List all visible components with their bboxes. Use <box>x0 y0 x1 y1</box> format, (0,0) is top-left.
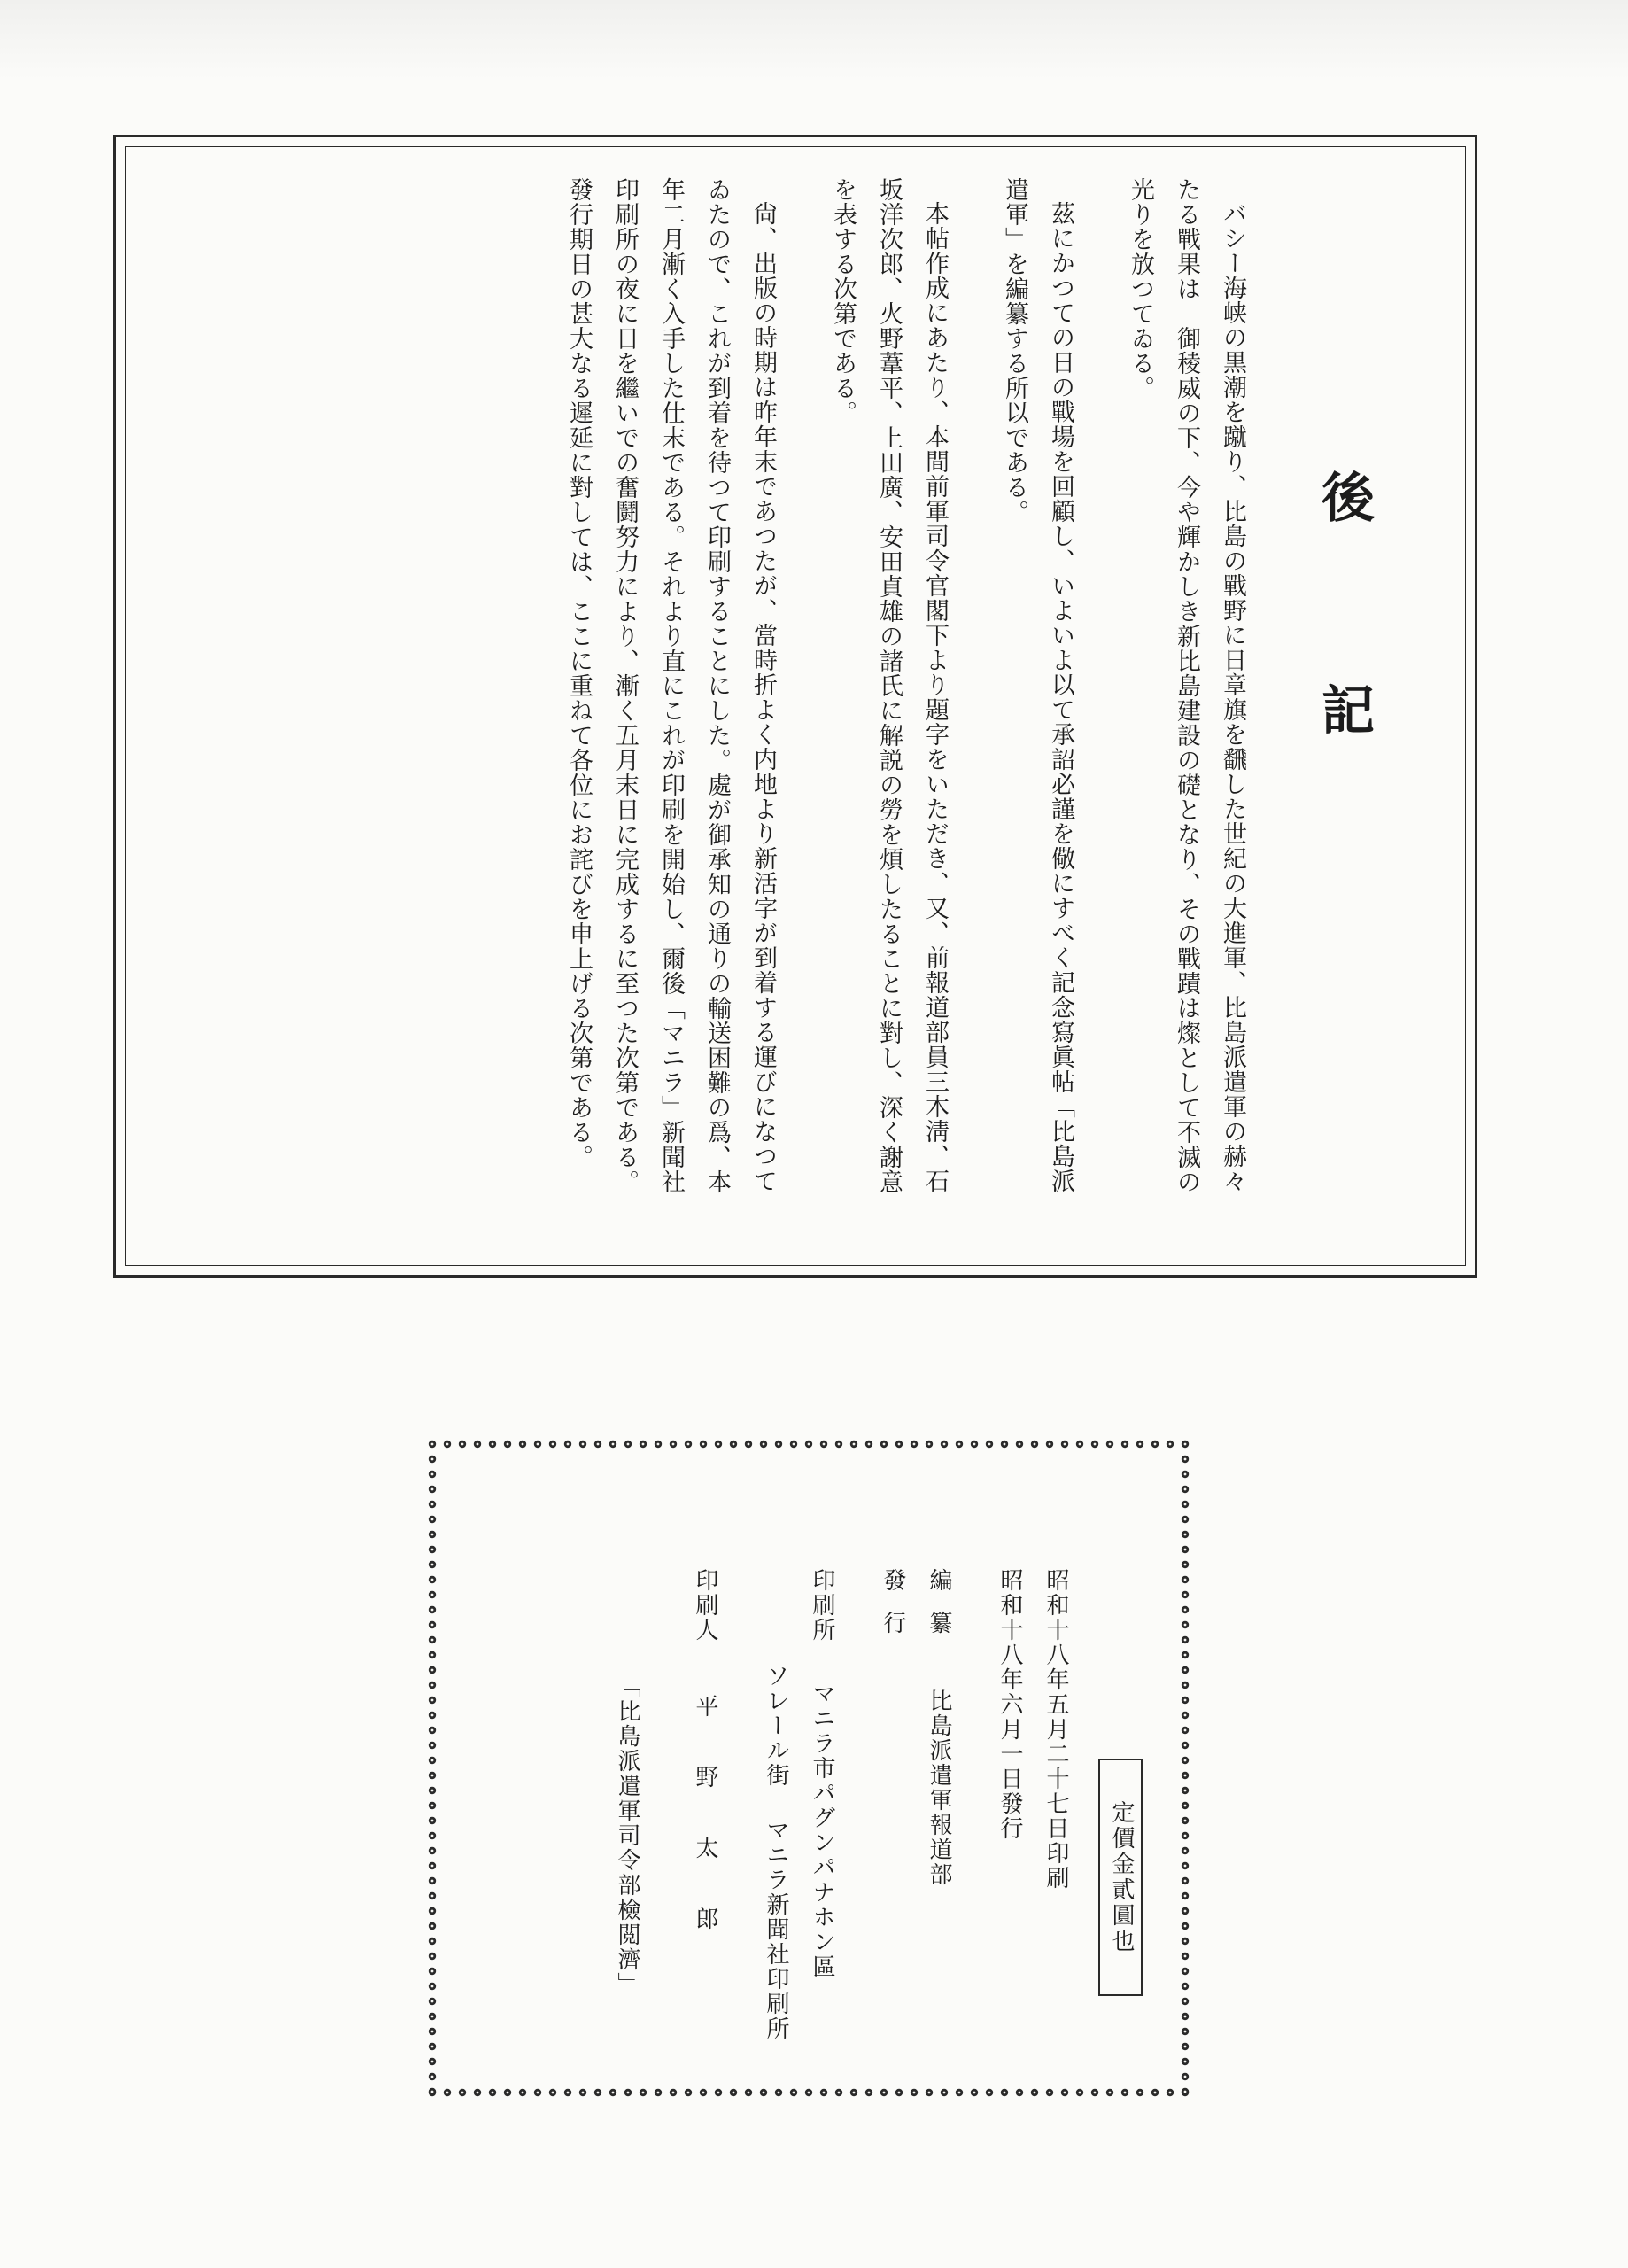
border-ornament <box>820 1441 827 1448</box>
border-ornament <box>474 1441 481 1448</box>
border-ornament <box>429 1938 436 1945</box>
border-ornament <box>865 1441 872 1448</box>
border-ornament <box>1182 1712 1189 1719</box>
border-ornament <box>700 2089 707 2096</box>
border-ornament <box>986 2089 993 2096</box>
border-ornament <box>1182 1456 1189 1463</box>
border-ornament <box>504 2089 511 2096</box>
border-ornament <box>1061 2089 1068 2096</box>
border-ornament <box>1182 1938 1189 1945</box>
border-ornament <box>1182 1892 1189 1899</box>
border-ornament <box>1001 1441 1008 1448</box>
border-ornament <box>805 1441 812 1448</box>
border-ornament <box>1001 2089 1008 2096</box>
border-ornament <box>1182 1953 1189 1960</box>
border-ornament <box>429 1727 436 1734</box>
border-ornament <box>1106 1441 1113 1448</box>
border-ornament <box>429 1486 436 1493</box>
border-ornament <box>1167 1441 1174 1448</box>
border-ornament <box>1182 1591 1189 1598</box>
border-ornament <box>549 2089 556 2096</box>
border-ornament <box>474 2089 481 2096</box>
border-ornament <box>1182 1471 1189 1478</box>
printer-name: 平 野 太 郎 <box>692 1694 718 1942</box>
border-ornament <box>519 1441 526 1448</box>
border-ornament <box>700 1441 707 1448</box>
border-ornament <box>429 1576 436 1583</box>
border-ornament <box>640 2089 647 2096</box>
border-ornament <box>790 1441 797 1448</box>
border-ornament <box>835 1441 842 1448</box>
border-ornament <box>609 2089 616 2096</box>
border-ornament <box>429 1697 436 1704</box>
border-ornament <box>1182 2043 1189 2050</box>
border-ornament <box>745 2089 752 2096</box>
border-ornament <box>1182 1441 1189 1448</box>
border-ornament <box>429 2073 436 2080</box>
border-ornament <box>730 2089 737 2096</box>
border-ornament <box>880 1441 888 1448</box>
border-ornament <box>429 2013 436 2020</box>
border-ornament <box>880 2089 888 2096</box>
border-ornament <box>429 1817 436 1824</box>
border-ornament <box>1016 1441 1023 1448</box>
border-ornament <box>429 2088 436 2095</box>
border-ornament <box>1182 2088 1189 2095</box>
border-ornament <box>895 1441 903 1448</box>
border-ornament <box>941 2089 948 2096</box>
border-ornament <box>1182 1742 1189 1749</box>
border-ornament <box>685 1441 692 1448</box>
border-ornament <box>429 2028 436 2035</box>
colophon-text <box>604 1568 1079 2064</box>
printing-office-address-1: マニラ市パグンパナホン區 <box>809 1682 835 1979</box>
border-ornament <box>971 1441 978 1448</box>
border-ornament <box>429 1651 436 1658</box>
afterword-paragraph-5: 發行期日の甚大なる遲延に對しては、ここに重ねて各位にお詫びを申上げる次第である。 <box>565 177 593 1169</box>
border-ornament <box>1182 2058 1189 2065</box>
border-ornament <box>1182 1922 1189 1930</box>
border-ornament <box>429 1606 436 1613</box>
border-ornament <box>1182 1862 1189 1869</box>
border-ornament <box>1182 1968 1189 1975</box>
border-ornament <box>429 1968 436 1975</box>
border-ornament <box>1091 2089 1098 2096</box>
border-ornament <box>1091 1441 1098 1448</box>
border-ornament <box>1182 1847 1189 1854</box>
border-ornament <box>911 2089 918 2096</box>
border-ornament <box>429 2058 436 2065</box>
border-ornament <box>429 1832 436 1839</box>
border-ornament <box>956 1441 963 1448</box>
border-ornament <box>429 1561 436 1568</box>
censorship-note: 「比島派遣軍司令部檢閲濟」 <box>614 1674 640 1997</box>
border-ornament <box>1121 2089 1128 2096</box>
border-ornament <box>1182 1666 1189 1674</box>
border-ornament <box>655 2089 662 2096</box>
printing-office-address-2: ソレール街 <box>763 1664 789 1788</box>
printing-office-label: 印刷所 <box>809 1568 835 1643</box>
border-ornament <box>1182 1787 1189 1794</box>
border-ornament <box>926 2089 933 2096</box>
border-ornament <box>579 1441 586 1448</box>
border-ornament <box>429 1682 436 1689</box>
editor-value: 比島派遣軍報道部 <box>926 1689 952 1887</box>
border-ornament <box>1076 1441 1083 1448</box>
border-ornament <box>835 2089 842 2096</box>
border-ornament <box>1031 2089 1038 2096</box>
publisher-label: 發行 <box>880 1568 906 1653</box>
border-ornament <box>519 2089 526 2096</box>
border-ornament <box>1182 1832 1189 1839</box>
border-ornament <box>670 1441 677 1448</box>
border-ornament <box>1136 1441 1143 1448</box>
border-ornament <box>429 1666 436 1674</box>
border-ornament <box>1167 2089 1174 2096</box>
paper-shade <box>0 0 1628 80</box>
border-ornament <box>1061 1441 1068 1448</box>
border-ornament <box>1182 1772 1189 1779</box>
border-ornament <box>895 2089 903 2096</box>
printing-office-name: マニラ新聞社印刷所 <box>763 1818 789 2041</box>
afterword-text <box>555 177 1375 1214</box>
border-ornament <box>1182 1486 1189 1493</box>
border-ornament <box>1076 2089 1083 2096</box>
border-ornament <box>429 1847 436 1854</box>
border-ornament <box>941 1441 948 1448</box>
print-date: 昭和十八年五月二十七日印刷 <box>1043 1568 1069 1891</box>
afterword-paragraph-1: バシー海峡の黒潮を蹴り、比島の戰野に日章旗を飜した世紀の大進軍、比島派遣軍の赫々たる戰果は 御稜威の下、今や輝かしき新比島建設の礎となり、その戰蹟は燦として不滅の光りを放つてゐる。 <box>1127 177 1246 1194</box>
border-ornament <box>775 2089 782 2096</box>
afterword-box <box>113 135 1477 1278</box>
border-ornament <box>429 1922 436 1930</box>
border-ornament <box>865 2089 872 2096</box>
border-ornament <box>429 1546 436 1553</box>
printing-office-address-line <box>753 1568 799 2064</box>
border-ornament <box>1182 1576 1189 1583</box>
border-ornament <box>640 1441 647 1448</box>
border-ornament <box>670 2089 677 2096</box>
border-ornament <box>1182 1907 1189 1915</box>
border-ornament <box>850 1441 857 1448</box>
colophon-box <box>423 1435 1194 2101</box>
border-ornament <box>956 2089 963 2096</box>
border-ornament <box>429 1907 436 1915</box>
border-ornament <box>1182 1757 1189 1764</box>
border-ornament <box>1182 1606 1189 1613</box>
afterword-paragraph-2: 茲にかつての日の戰場を回顧し、いよいよ以て承詔必謹を儆にすべく記念寫眞帖「比島派遣軍」を編纂する所以である。 <box>1001 177 1074 1193</box>
border-ornament <box>429 1516 436 1523</box>
border-ornament <box>655 1441 662 1448</box>
border-ornament <box>624 2089 632 2096</box>
border-ornament <box>429 1531 436 1538</box>
border-ornament <box>926 1441 933 1448</box>
border-ornament <box>429 1772 436 1779</box>
border-ornament <box>1182 1998 1189 2005</box>
border-ornament <box>429 1953 436 1960</box>
border-ornament <box>850 2089 857 2096</box>
border-ornament <box>429 1591 436 1598</box>
border-ornament <box>534 1441 541 1448</box>
border-ornament <box>971 2089 978 2096</box>
price-box: 定價金貳圓也 <box>1098 1759 1143 1996</box>
border-ornament <box>429 1742 436 1749</box>
border-ornament <box>1182 1636 1189 1643</box>
afterword-paragraph-4: 尙、出版の時期は昨年末であつたが、當時折よく内地より新活字が到着する運びになつてゐたので、これが到着を待つて印刷することにした。處が御承知の通りの輸送困難の爲、本年二月漸く入手した仕末である。それより直にこれが印刷を開始し、爾後「マニラ」新聞社印刷所の夜に日を繼いでの奮鬪努力により、漸く五月末日に完成するに至つた次第である。 <box>611 177 777 1194</box>
border-ornament <box>489 2089 496 2096</box>
border-ornament <box>1182 1561 1189 1568</box>
border-ornament <box>715 1441 722 1448</box>
border-ornament <box>429 1787 436 1794</box>
border-ornament <box>444 1441 451 1448</box>
border-ornament <box>429 1892 436 1899</box>
border-ornament <box>609 1441 616 1448</box>
border-ornament <box>1151 1441 1159 1448</box>
border-ornament <box>685 2089 692 2096</box>
afterword-paragraph-3: 本帖作成にあたり、本間前軍司令官閣下より題字をいただき、又、前報道部員三木淸、石坂洋次郎、火野葦平、上田廣、安田貞雄の諸氏に解説の勞を煩したることに對し、深く謝意を表する次第である。 <box>829 177 949 1194</box>
border-ornament <box>1136 2089 1143 2096</box>
editor-label: 編纂 <box>926 1568 952 1653</box>
afterword-title: 後 記 <box>1313 470 1375 788</box>
border-ornament <box>1182 1817 1189 1824</box>
border-ornament <box>1151 2089 1159 2096</box>
printing-office-line <box>799 1568 845 2064</box>
border-ornament <box>429 1983 436 1990</box>
border-ornament <box>1106 2089 1113 2096</box>
border-ornament <box>429 1877 436 1884</box>
border-ornament <box>534 2089 541 2096</box>
border-ornament <box>504 1441 511 1448</box>
border-ornament <box>1182 1983 1189 1990</box>
editor-line <box>916 1568 962 2064</box>
border-ornament <box>1182 1531 1189 1538</box>
border-ornament <box>594 1441 601 1448</box>
border-ornament <box>986 1441 993 1448</box>
border-ornament <box>1182 1651 1189 1658</box>
border-ornament <box>429 2043 436 2050</box>
border-ornament <box>730 1441 737 1448</box>
border-ornament <box>1182 1621 1189 1628</box>
border-ornament <box>549 1441 556 1448</box>
printer-line <box>682 1568 728 2064</box>
border-ornament <box>715 2089 722 2096</box>
border-ornament <box>760 1441 767 1448</box>
border-ornament <box>459 2089 466 2096</box>
publisher-line <box>870 1568 916 2064</box>
border-ornament <box>429 1998 436 2005</box>
border-ornament <box>805 2089 812 2096</box>
border-ornament <box>1182 2073 1189 2080</box>
border-ornament <box>1046 2089 1053 2096</box>
border-ornament <box>624 1441 632 1448</box>
border-ornament <box>564 1441 571 1448</box>
border-ornament <box>1182 1802 1189 1809</box>
border-ornament <box>459 1441 466 1448</box>
border-ornament <box>1182 1516 1189 1523</box>
border-ornament <box>745 1441 752 1448</box>
border-ornament <box>1046 1441 1053 1448</box>
border-ornament <box>429 1802 436 1809</box>
border-ornament <box>790 2089 797 2096</box>
border-ornament <box>1182 2028 1189 2035</box>
printer-label: 印刷人 <box>692 1568 718 1643</box>
border-ornament <box>594 2089 601 2096</box>
border-ornament <box>1182 2013 1189 2020</box>
border-ornament <box>429 1712 436 1719</box>
border-ornament <box>775 1441 782 1448</box>
border-ornament <box>429 1636 436 1643</box>
border-ornament <box>1182 1501 1189 1508</box>
border-ornament <box>429 1471 436 1478</box>
border-ornament <box>444 2089 451 2096</box>
publication-date: 昭和十八年六月一日發行 <box>996 1568 1023 1841</box>
border-ornament <box>1182 1546 1189 1553</box>
border-ornament <box>1031 1441 1038 1448</box>
border-ornament <box>429 1441 436 1448</box>
border-ornament <box>1182 1727 1189 1734</box>
border-ornament <box>579 2089 586 2096</box>
border-ornament <box>760 2089 767 2096</box>
border-ornament <box>820 2089 827 2096</box>
border-ornament <box>429 1757 436 1764</box>
border-ornament <box>564 2089 571 2096</box>
border-ornament <box>489 1441 496 1448</box>
border-ornament <box>429 1501 436 1508</box>
border-ornament <box>429 1862 436 1869</box>
border-ornament <box>1182 1697 1189 1704</box>
border-ornament <box>429 1456 436 1463</box>
border-ornament <box>1182 1682 1189 1689</box>
border-ornament <box>1121 1441 1128 1448</box>
border-ornament <box>911 1441 918 1448</box>
border-ornament <box>429 1621 436 1628</box>
border-ornament <box>1016 2089 1023 2096</box>
border-ornament <box>1182 1877 1189 1884</box>
